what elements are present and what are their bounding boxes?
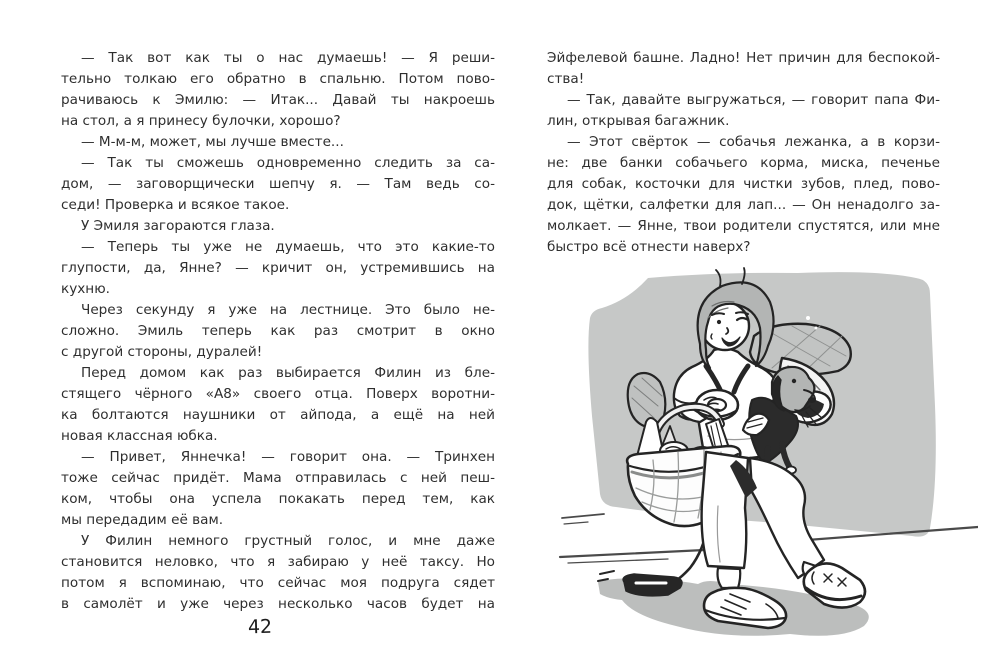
text-line: Перед домом как раз выбирается Филин из бле- — [81, 365, 495, 381]
text-line: тоже сейчас придёт. Мама отправилась с ней пеш- — [61, 470, 495, 486]
text-line: сложно. Эмиль теперь как раз смотрит в окно — [61, 323, 495, 339]
text-line: потом я вспоминаю, что сейчас моя подруга сядет — [61, 575, 495, 591]
text-line: не: две банки собачьего корма, миска, печенье — [547, 155, 940, 171]
text-line: глупости, да, Янне? — кричит он, устремившись на — [61, 260, 495, 276]
text-line: ка болтаются наушники от айпода, а ещё на ней — [61, 407, 495, 423]
text-line: У Филин немного грустный голос, и мне даже — [81, 533, 495, 549]
text-line: быстро всё отнести наверх? — [547, 239, 751, 255]
text-line: становится неловко, что я забираю у неё таксу. Но — [61, 554, 495, 570]
text-line: тельно толкаю его обратно в спальню. Потом пово- — [61, 71, 495, 87]
text-line: — Так, давайте выгружаться, — говорит папа Фи- — [567, 92, 940, 108]
text-line: лин, открывая багажник. — [547, 113, 730, 129]
text-line: — Так вот как ты о нас думаешь! — Я реши- — [81, 50, 495, 66]
text-line: новая классная юбка. — [61, 428, 218, 444]
text-line: мы передадим её вам. — [61, 512, 224, 528]
text-line: молкает. — Янне, твои родители спустятся, или мне — [547, 218, 940, 234]
text-line: рачиваюсь к Эмилю: — Итак... Давай ты накроешь — [61, 92, 495, 108]
text-line: док, щётки, салфетки для лап... — Он ненадолго за- — [547, 197, 940, 213]
text-line: стящего чёрного «А8» своего отца. Поверх воротни- — [61, 386, 495, 402]
illustration-girl-with-dachshund — [558, 266, 978, 666]
text-line: дом, — заговорщически шепчу я. — Там ведь со- — [61, 176, 495, 192]
text-line: — Теперь ты уже не думаешь, что это какие-то — [81, 239, 495, 255]
text-line: на стол, а я принесу булочки, хорошо? — [61, 113, 341, 129]
text-line: для собак, косточки для чистки зубов, плед, пово- — [547, 176, 940, 192]
text-line: с другой стороны, дуралей! — [61, 344, 263, 360]
text-line: ства! — [547, 71, 585, 87]
leash-handle — [623, 574, 682, 596]
text-line: — Так ты сможешь одновременно следить за са- — [81, 155, 495, 171]
text-line: У Эмиля загораются глаза. — [81, 218, 275, 234]
text-line: — Привет, Яннечка! — говорит она. — Тринхен — [81, 449, 495, 465]
text-line: Через секунду я уже на лестнице. Это было не- — [81, 302, 495, 318]
text-line: Эйфелевой башне. Ладно! Нет причин для беспокой- — [547, 50, 940, 66]
right-text-column — [547, 48, 940, 258]
text-line: в самолёт и уже через несколько часов будет на — [61, 596, 495, 612]
page-number: 42 — [247, 615, 273, 639]
text-line: — М-м-м, может, мы лучше вместе... — [81, 134, 344, 150]
text-line: — Этот свёрток — собачья лежанка, а в корзи- — [567, 134, 940, 150]
text-line: седи! Проверка и всякое такое. — [61, 197, 290, 213]
text-line: кухню. — [61, 281, 110, 297]
text-line: ком, чтобы она успела покакать перед тем, как — [61, 491, 495, 507]
left-text-column — [61, 48, 495, 615]
